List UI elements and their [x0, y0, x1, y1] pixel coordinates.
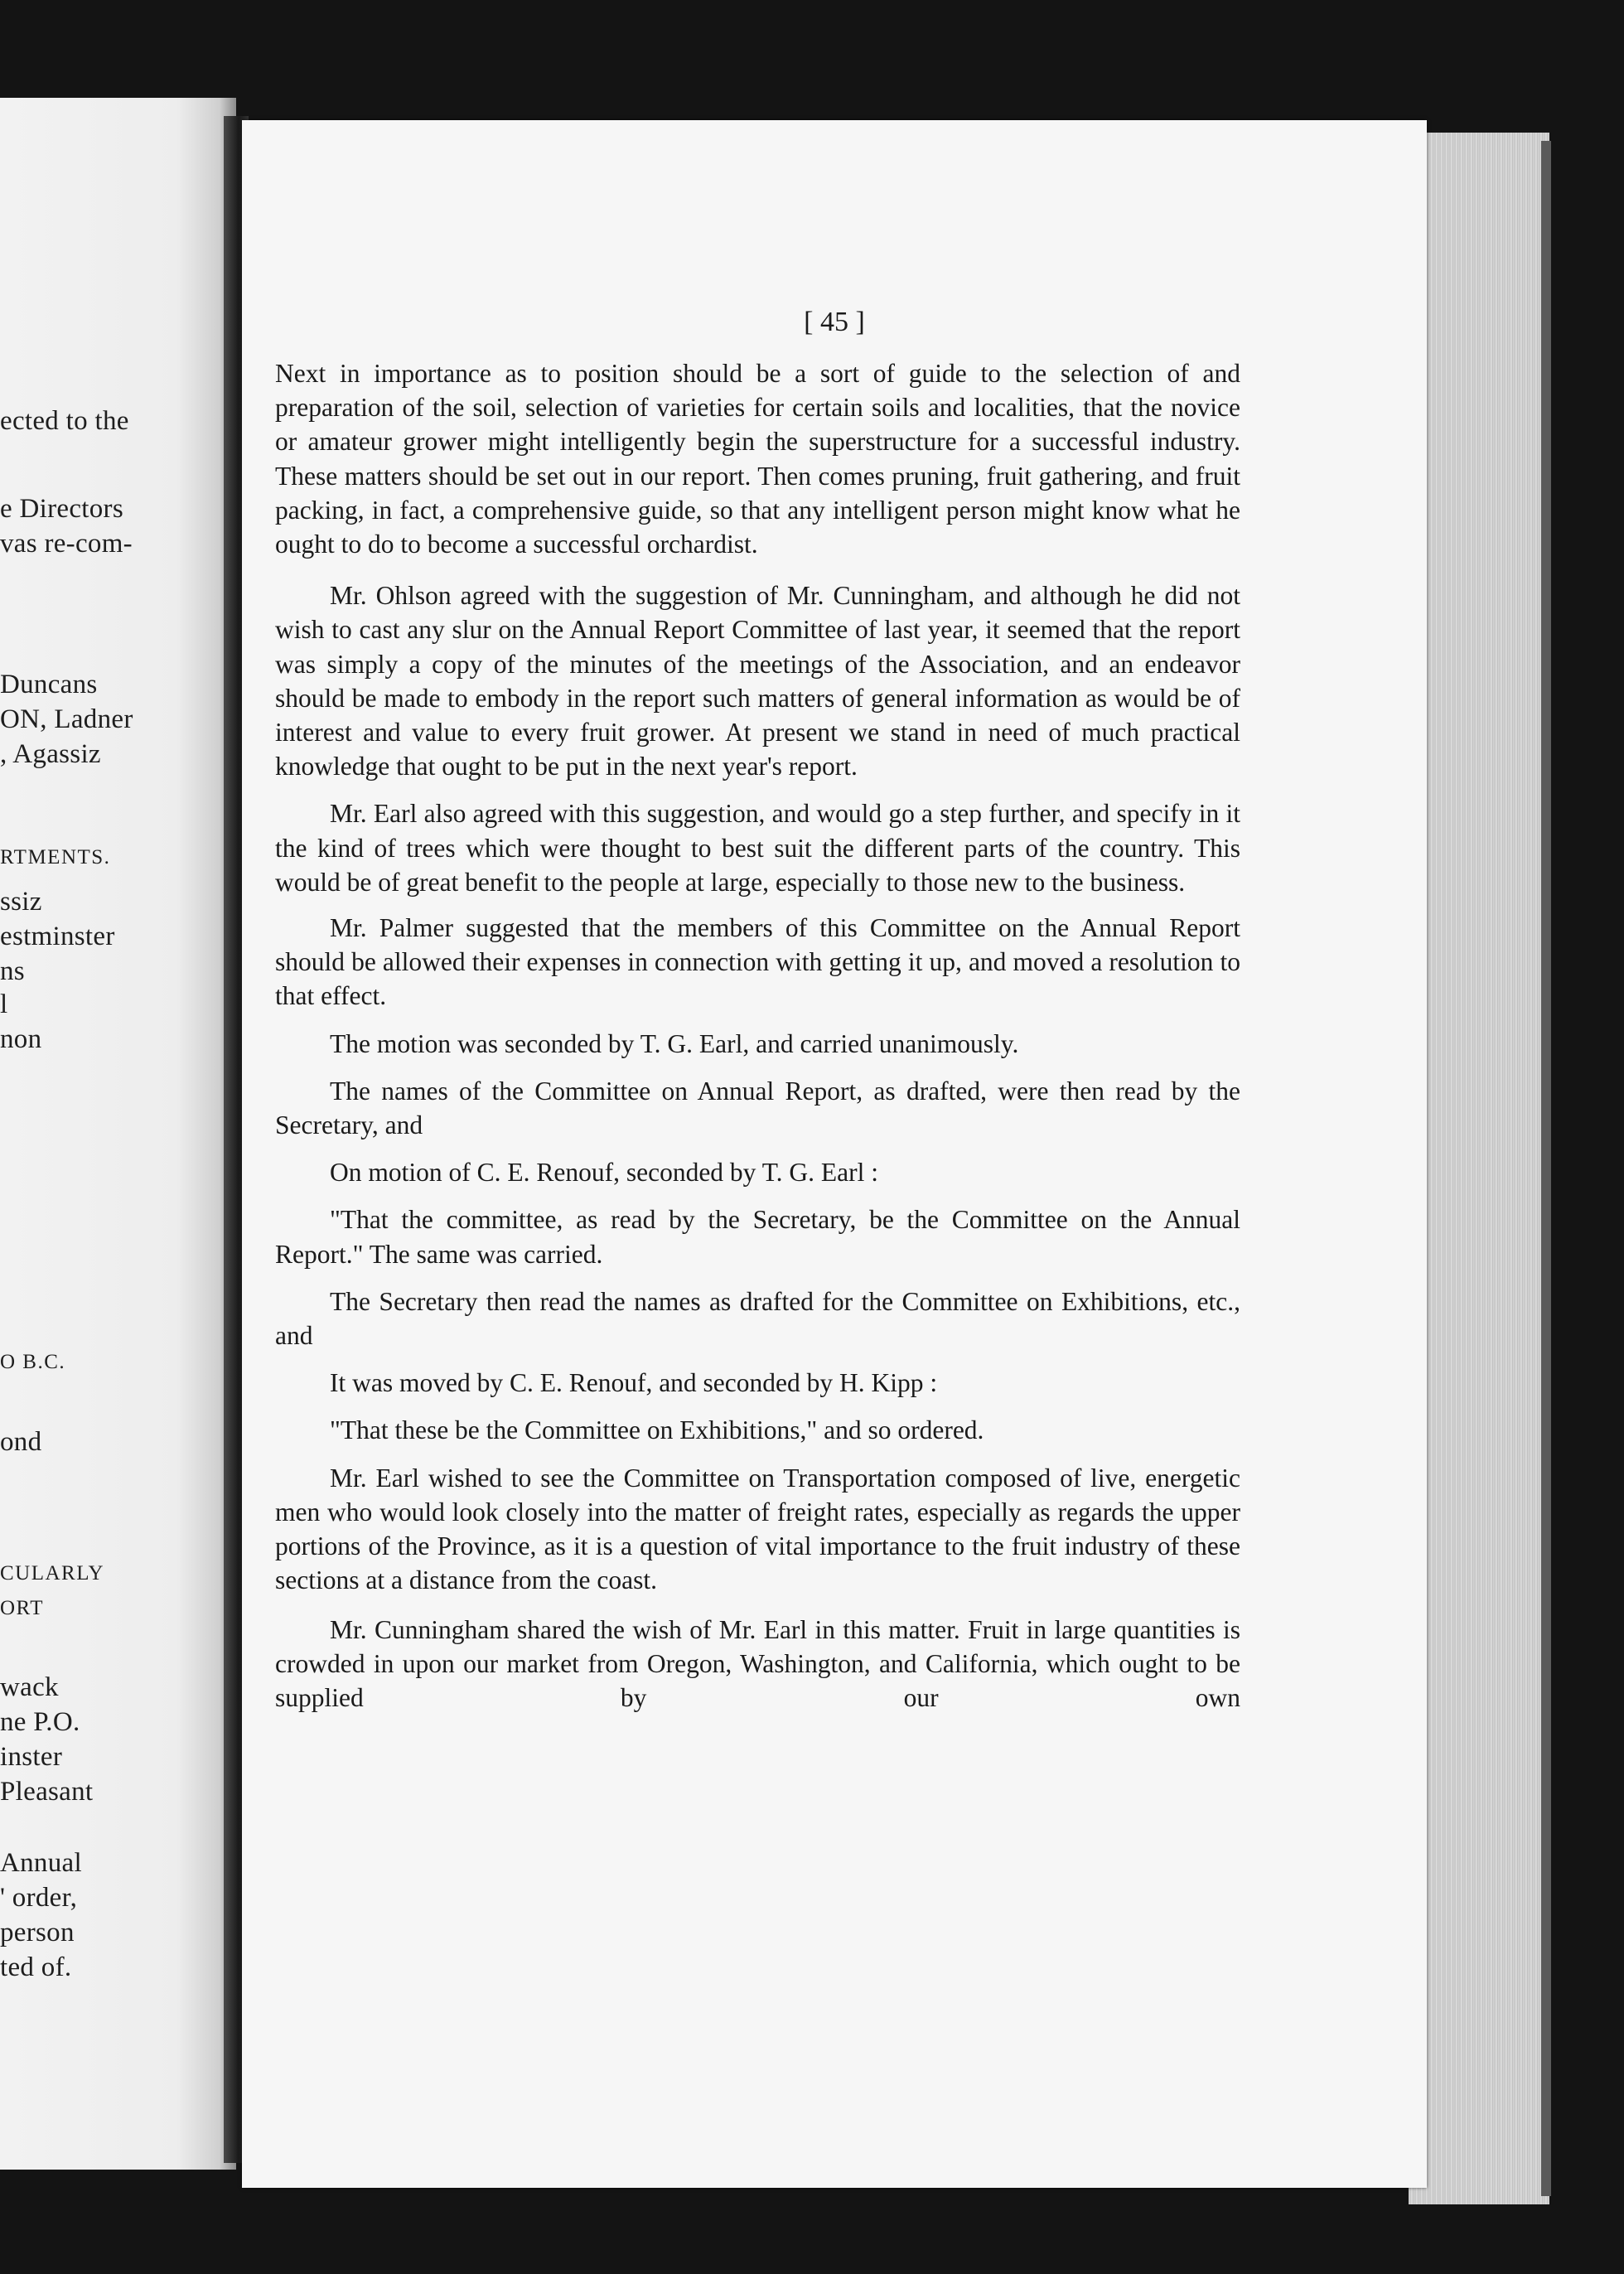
paragraph: The motion was seconded by T. G. Earl, and carried unanimously.	[330, 1028, 1019, 1058]
left-page-line: ssiz	[0, 887, 42, 917]
paragraph: On motion of C. E. Renouf, seconded by T. G. Earl :	[330, 1158, 878, 1188]
left-page-line: RTMENTS.	[0, 846, 111, 868]
paragraph: Mr. Earl also agreed with this suggestion, and would go a step further, and specify in it the kind of trees which were thought to best suit the different parts of the country. This would be of great benefit to the people at large, especially to those new to the business.	[275, 799, 1240, 897]
left-page-line: ORT	[0, 1597, 44, 1619]
left-page-line: ' order,	[0, 1883, 78, 1913]
left-page-line: Duncans	[0, 670, 98, 699]
left-page-line: Annual	[0, 1848, 82, 1878]
page-body	[275, 356, 1240, 1715]
paragraph: Mr. Cunningham shared the wish of Mr. Earl in this matter. Fruit in large quantities is crowded in upon our market from Oregon, Washington, and California, which ought to be supplied by our own	[275, 1614, 1240, 1712]
left-page-line: e Directors	[0, 494, 123, 524]
left-page-line: ected to the	[0, 406, 129, 436]
left-page-line: , Agassiz	[0, 739, 101, 769]
left-page-line: ON, Ladner	[0, 704, 133, 734]
paragraph: It was moved by C. E. Renouf, and seconded by H. Kipp :	[330, 1368, 938, 1398]
paragraph: "That these be the Committee on Exhibitions," and so ordered.	[330, 1415, 984, 1445]
left-page-line: CULARLY	[0, 1562, 105, 1585]
left-page-line: vas re-com-	[0, 529, 133, 559]
left-page-line: wack	[0, 1672, 59, 1702]
previous-page	[0, 98, 236, 2170]
paragraph: Mr. Palmer suggested that the members of this Committee on the Annual Report should be allowed their expenses in connection with getting it up, and moved a resolution to that effect.	[275, 913, 1240, 1011]
paragraph: The names of the Committee on Annual Report, as drafted, were then read by the Secretary, and	[275, 1076, 1240, 1140]
left-page-line: estminster	[0, 922, 115, 951]
left-page-line: ne P.O.	[0, 1707, 80, 1737]
left-page-line: ns	[0, 956, 25, 986]
page-edges	[1409, 133, 1549, 2204]
left-page-line: l	[0, 989, 8, 1019]
page-number: [ 45 ]	[804, 307, 865, 337]
left-page-line: Pleasant	[0, 1777, 94, 1807]
paragraph: Mr. Earl wished to see the Committee on Transportation composed of live, energetic men who would look closely into the matter of freight rates, especially as regards the upper portions of the Province, as it is a question of vital importance to the fruit industry of these sections at a distance from the coast.	[275, 1463, 1240, 1595]
left-page-line: non	[0, 1024, 42, 1054]
left-page-line: ond	[0, 1427, 42, 1457]
current-page	[242, 120, 1427, 2188]
paragraph: "That the committee, as read by the Secretary, be the Committee on the Annual Report." The same was carried.	[275, 1205, 1240, 1269]
page-edge-shadow	[1541, 141, 1551, 2196]
left-page-line: person	[0, 1918, 75, 1947]
paragraph: Mr. Ohlson agreed with the suggestion of Mr. Cunningham, and although he did not wish to cast any slur on the Annual Report Committee of last year, it seemed that the report was simply a copy of the minutes of the meetings of the Association, and an endeavor should be made to embody in the report such matters of general information as would be of interest and value to every fruit grower. At present we stand in need of much practical knowledge that ought to be put in the next year's report.	[275, 581, 1240, 781]
left-page-line: inster	[0, 1742, 63, 1772]
left-page-line: ted of.	[0, 1952, 72, 1982]
left-page-line: O B.C.	[0, 1351, 66, 1373]
paragraph: Next in importance as to position should be a sort of guide to the selection of and preparation of the soil, selection of varieties for certain soils and localities, that the novice or amateur grower might intelligently begin the superstructure for a successful industry. These matters should be set out in our report. Then comes pruning, fruit gathering, and fruit packing, in fact, a comprehensive guide, so that any intelligent person might know what he ought to do to become a successful orchardist.	[275, 359, 1240, 559]
paragraph: The Secretary then read the names as drafted for the Committee on Exhibitions, etc., and	[275, 1286, 1240, 1351]
